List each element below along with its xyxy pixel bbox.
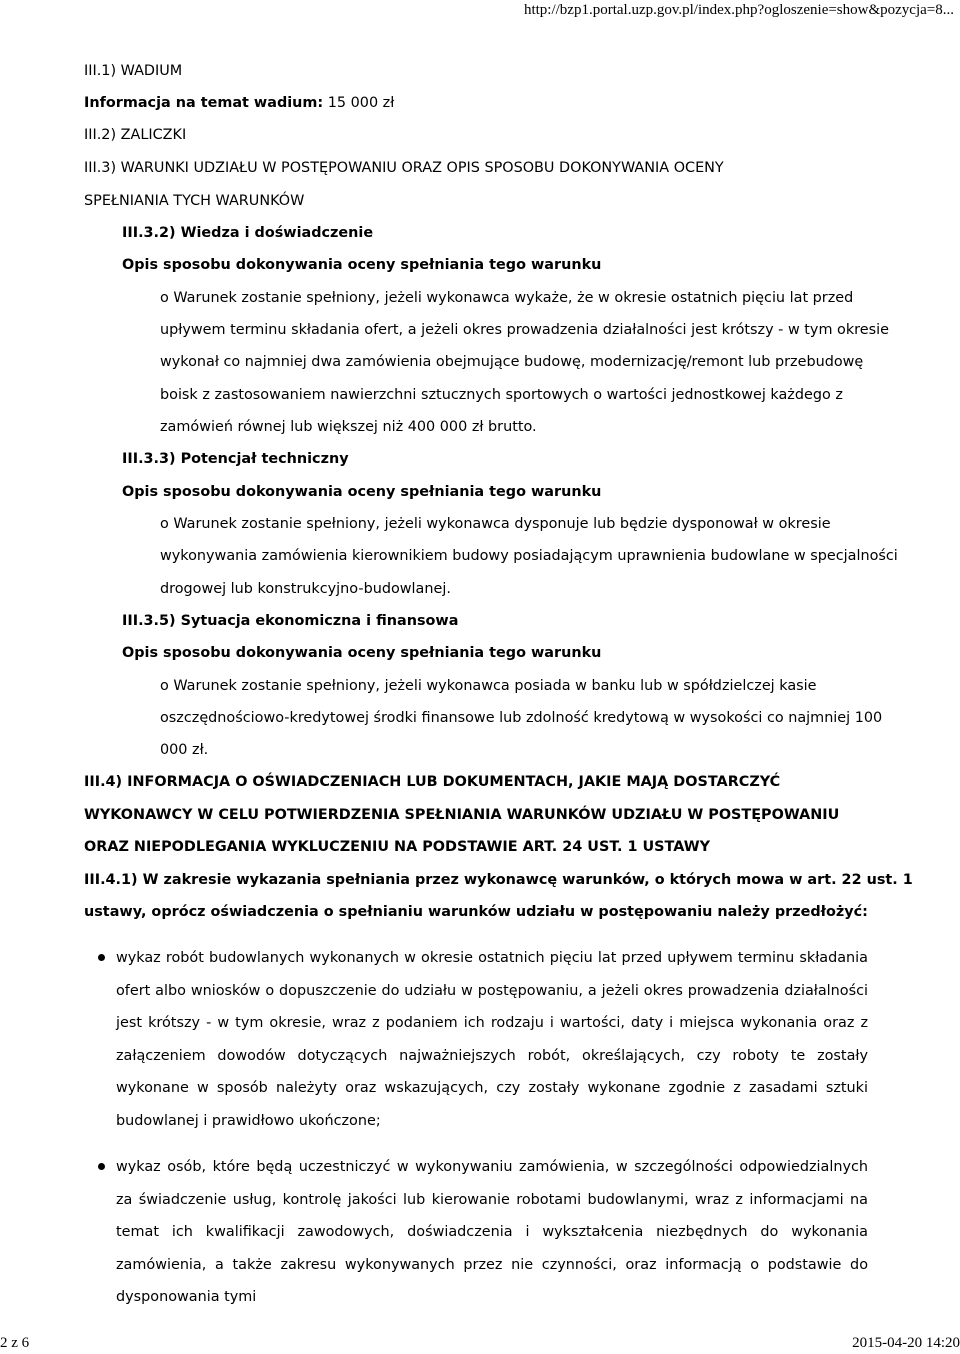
bullet-item-osoby: wykaz osób, które będą uczestniczyć w wykonywaniu zamówienia, w szczególności odpowiedzialnych za świadczenie usług, kontrolę jakości lub kierowanie robotami budowlanymi, wraz z informacjami na temat ich kwalifikacji zawodowych, doświadczenia i wykształcenia niezbędnych do wykonania zamówienia, a także zakresu wykonywanych przez nie czynności, oraz informacją o podstawie do dysponowania tymi	[116, 1159, 868, 1306]
page-number: 2 z 6	[0, 1335, 30, 1351]
bullet-item-roboty: wykaz robót budowlanych wykonanych w okresie ostatnich pięciu lat przed upływem terminu składania ofert albo wniosków o dopuszczenie do udziału w postępowaniu, a jeżeli okres prowadzenia działalności jest krótszy - w tym okresie, wraz z podaniem ich rodzaju i wartości, daty i miejsca wykonania oraz z załączeniem dowodów dotyczących najważniejszych robót, określających, czy roboty te zostały wykonane w sposób należyty oraz wskazujących, czy zostały wykonane zgodnie z zasadami sztuki budowlanej i prawidłowo ukończone;	[116, 950, 868, 1129]
informacja-heading-line: WYKONAWCY W CELU POTWIERDZENIA SPEŁNIANIA WARUNKÓW UDZIAŁU W POSTĘPOWANIU	[84, 807, 840, 823]
wiedza-line: boisk z zastosowaniem nawierzchni sztucznych sportowych o wartości jednostkowej każdego z	[160, 387, 843, 403]
opis-label-potencjal: Opis sposobu dokonywania oceny spełniania tego warunku	[122, 484, 602, 500]
wadium-info-value: 15 000 zł	[323, 95, 395, 111]
wadium-info-label: Informacja na temat wadium:	[84, 95, 324, 111]
informacja-heading-line: III.4) INFORMACJA O OŚWIADCZENIACH LUB DOKUMENTACH, JAKIE MAJĄ DOSTARCZYĆ	[84, 774, 781, 790]
zakres-heading-line: ustawy, oprócz oświadczenia o spełnianiu warunków udziału w postępowaniu należy przedłożyć:	[84, 904, 868, 920]
sytuacja-line: 000 zł.	[160, 742, 209, 758]
wadium-heading: III.1) WADIUM	[84, 63, 183, 79]
wadium-info	[84, 94, 394, 112]
potencjal-heading: III.3.3) Potencjał techniczny	[122, 451, 349, 467]
page-url: http://bzp1.portal.uzp.gov.pl/index.php?ogloszenie=show&pozycja=8...	[523, 2, 954, 18]
warunki-heading-line-2: SPEŁNIANIA TYCH WARUNKÓW	[84, 193, 305, 209]
opis-label-wiedza: Opis sposobu dokonywania oceny spełniania tego warunku	[122, 257, 602, 273]
sytuacja-heading: III.3.5) Sytuacja ekonomiczna i finansowa	[122, 613, 459, 629]
potencjal-line: wykonywania zamówienia kierownikiem budowy posiadającym uprawnienia budowlane w specjalności	[160, 548, 898, 564]
wiedza-line: zamówień równej lub większej niż 400 000 zł brutto.	[160, 419, 537, 435]
wiedza-heading: III.3.2) Wiedza i doświadczenie	[122, 225, 374, 241]
sytuacja-line: o Warunek zostanie spełniony, jeżeli wykonawca posiada w banku lub w spółdzielczej kasie	[160, 678, 817, 694]
wiedza-line: upływem terminu składania ofert, a jeżeli okres prowadzenia działalności jest krótszy - w tym okresie	[160, 322, 889, 338]
wiedza-line: wykonał co najmniej dwa zamówienia obejmujące budowę, modernizację/remont lub przebudowę	[160, 354, 864, 370]
print-datetime: 2015-04-20 14:20	[852, 1335, 960, 1351]
potencjal-line: drogowej lub konstrukcyjno-budowlanej.	[160, 581, 451, 597]
zaliczki-heading: III.2) ZALICZKI	[84, 127, 187, 143]
informacja-heading-line: ORAZ NIEPODLEGANIA WYKLUCZENIU NA PODSTAWIE ART. 24 UST. 1 USTAWY	[84, 839, 711, 855]
potencjal-line: o Warunek zostanie spełniony, jeżeli wykonawca dysponuje lub będzie dysponował w okresie	[160, 516, 831, 532]
sytuacja-line: oszczędnościowo-kredytowej środki finansowe lub zdolność kredytową w wysokości co najmniej 100	[160, 710, 883, 726]
bullet-marker	[98, 1163, 105, 1170]
zakres-heading-line: III.4.1) W zakresie wykazania spełniania przez wykonawcę warunków, o których mowa w art. 22 ust. 1	[84, 872, 913, 888]
opis-label-sytuacja: Opis sposobu dokonywania oceny spełniania tego warunku	[122, 645, 602, 661]
warunki-heading-line-1: III.3) WARUNKI UDZIAŁU W POSTĘPOWANIU ORAZ OPIS SPOSOBU DOKONYWANIA OCENY	[84, 160, 724, 176]
wiedza-line: o Warunek zostanie spełniony, jeżeli wykonawca wykaże, że w okresie ostatnich pięciu lat przed	[160, 290, 854, 306]
bullet-marker	[98, 954, 105, 961]
